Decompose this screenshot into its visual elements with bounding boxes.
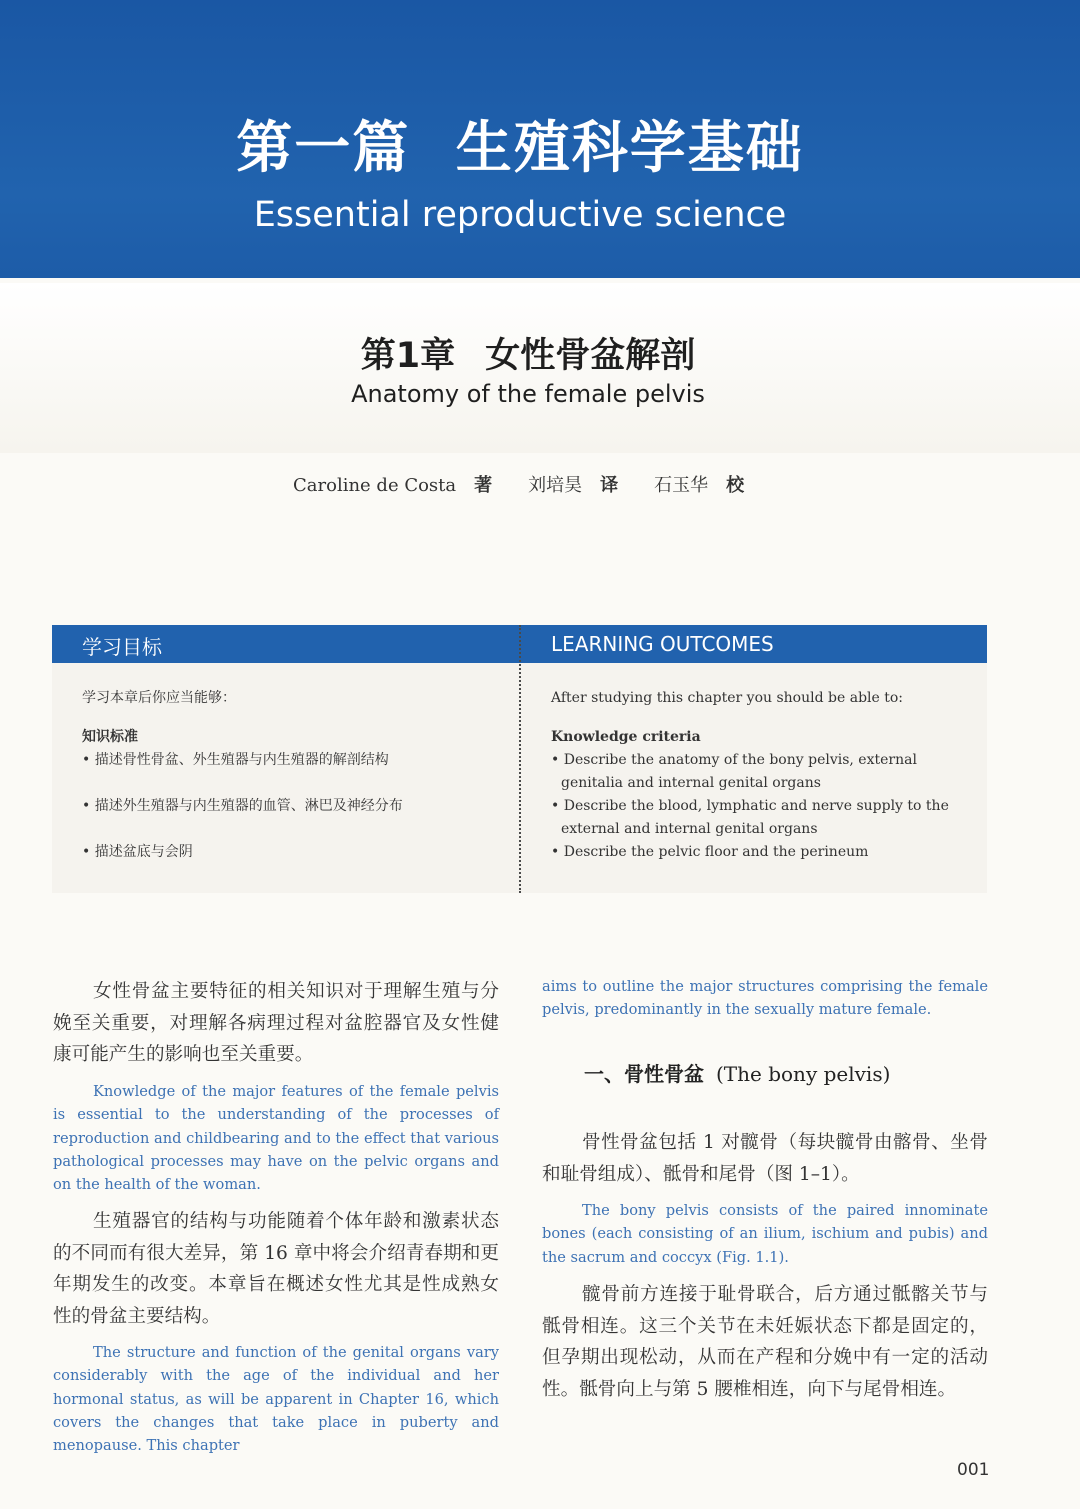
paragraph-en: aims to outline the major structures comprising the female pelvis, predominantly in the sexually mature female. [542, 978, 988, 1019]
section-heading: 一、骨性骨盆 (The bony pelvis) [584, 1062, 891, 1086]
paragraph-en: The structure and function of the genital organs vary considerably with the age of the individual and her hormonal status, as will be apparent in Chapter 16, which covers the changes that take place in puberty and menopause. This chapter [53, 1344, 499, 1455]
author-role: 著 [474, 475, 493, 496]
paragraph-en: The bony pelvis consists of the paired innominate bones (each consisting of an ilium, ischium and pubis) and the sacrum and coccyx (Fig. 1.1). [542, 1202, 988, 1266]
learning-outcomes-header-en: LEARNING OUTCOMES [551, 632, 774, 656]
learning-outcomes-divider [519, 625, 521, 893]
credits-line [293, 471, 780, 497]
paragraph-zh: 髋骨前方连接于耻骨联合，后方通过骶髂关节与骶骨相连。这三个关节在未妊娠状态下都是固定的，但孕期出现松动，从而在产程和分娩中有一定的活动性。骶骨向上与第 5 腰椎相连，向下与尾骨相连。 [542, 1284, 988, 1400]
author-name: Caroline de Costa [293, 475, 457, 496]
chapter-subtitle: Anatomy of the female pelvis [351, 380, 705, 408]
paragraph-zh: 生殖器官的结构与功能随着个体年龄和激素状态的不同而有很大差异，第 16 章中将会介绍青春期和更年期发生的改变。本章旨在概述女性尤其是性成熟女性的骨盆主要结构。 [53, 1211, 499, 1327]
translator-name: 刘培昊 [528, 475, 583, 496]
learning-outcomes-intro-zh: 学习本章后你应当能够： [82, 690, 236, 706]
paragraph-zh: 骨性骨盆包括 1 对髋骨（每块髋骨由髂骨、坐骨和耻骨组成）、骶骨和尾骨（图 1–1）。 [542, 1132, 988, 1185]
reviewer-name: 石玉华 [654, 475, 709, 496]
learning-outcomes-header-zh: 学习目标 [82, 635, 162, 659]
list-item: • Describe the anatomy of the bony pelvis, external genitalia and internal genital organs [551, 752, 917, 791]
list-item: • Describe the blood, lymphatic and nerve supply to the external and internal genital organs [551, 798, 949, 837]
paragraph-zh: 女性骨盆主要特征的相关知识对于理解生殖与分娩至关重要，对理解各病理过程对盆腔器官及女性健康可能产生的影响也至关重要。 [53, 981, 499, 1065]
list-item: • 描述盆底与会阴 [82, 844, 193, 860]
reviewer-role: 校 [726, 475, 745, 496]
list-item: • Describe the pelvic floor and the perineum [551, 844, 869, 860]
knowledge-criteria-title-en: Knowledge criteria [551, 729, 701, 745]
list-item: • 描述骨性骨盆、外生殖器与内生殖器的解剖结构 [82, 752, 389, 768]
paragraph-en: Knowledge of the major features of the female pelvis is essential to the understanding of the processes of reproduction and childbearing and to the effect that various pathological processes may have on the pelvic organs and on the health of the woman. [53, 1083, 499, 1194]
learning-outcomes-intro-en: After studying this chapter you should be able to: [551, 690, 904, 706]
chapter-title: 第1章 女性骨盆解剖 [360, 336, 696, 376]
list-item: • 描述外生殖器与内生殖器的血管、淋巴及神经分布 [82, 798, 403, 814]
page-number: 001 [957, 1460, 990, 1480]
part-subtitle: Essential reproductive science [253, 195, 787, 235]
knowledge-criteria-title-zh: 知识标准 [82, 729, 138, 745]
part-title: 第一篇 生殖科学基础 [236, 116, 804, 181]
translator-role: 译 [600, 475, 619, 496]
